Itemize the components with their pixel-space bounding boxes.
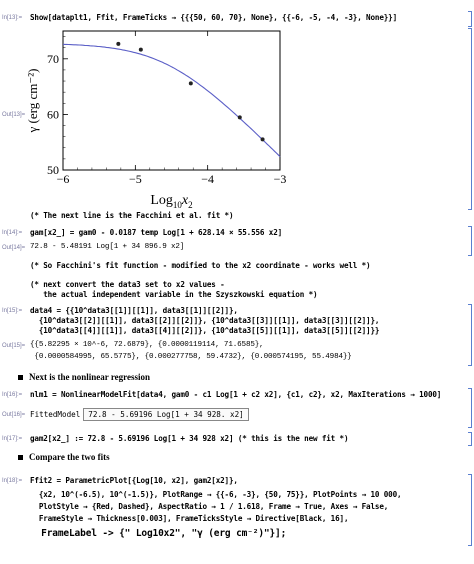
out-label: Out[14]=: [2, 245, 26, 251]
data4-definition-2[interactable]: {10^data3[[2]][[1]], data3[[2]][[2]]}, {10^data3[[3]][[1]], data3[[3]][[2]]},: [30, 316, 380, 325]
comment-facchini: (* The next line is the Facchini et al. fit *): [30, 211, 234, 220]
x-tick-label: −3: [273, 172, 287, 186]
ffit-command-5[interactable]: FrameLabel -> {" Log10x2", "γ (erg cm⁻²)"}];: [30, 528, 287, 539]
x-tick-label: −5: [128, 172, 142, 186]
fit-curve: [63, 44, 280, 156]
y-axis-label: γ (erg cm⁻²): [25, 68, 40, 133]
cell-bracket[interactable]: [468, 388, 472, 428]
y-tick-label: 60: [47, 107, 59, 122]
data4-output-2[interactable]: {0.0000584995, 65.5775}, {0.000277758, 59.4732}, {0.000574195, 55.4984}}: [30, 353, 352, 361]
data-point: [139, 48, 143, 52]
data-point: [261, 137, 265, 141]
data-point: [189, 81, 193, 85]
cell-bracket[interactable]: [468, 432, 472, 446]
section-heading[interactable]: [18, 372, 150, 382]
in-label: In[17]:=: [2, 436, 23, 442]
section-heading[interactable]: [18, 452, 110, 462]
x-tick-label: −4: [201, 172, 215, 186]
gam2-definition[interactable]: gam2[x2_] := 72.8 - 5.69196 Log[1 + 34 928 x2] (* this is the new fit *): [30, 434, 349, 443]
cell-bracket[interactable]: [468, 226, 472, 256]
in-label: In[18]:=: [2, 478, 23, 484]
bullet-icon: [18, 455, 23, 460]
cell-bracket[interactable]: [468, 304, 472, 366]
comment-works-well: (* So Facchini's fit function - modified to the x2 coordinate - works well *): [30, 261, 371, 270]
in-label: In[13]:=: [2, 15, 23, 21]
data-point: [116, 42, 120, 46]
data4-definition-3[interactable]: {10^data3[[4]][[1]], data3[[4]][[2]]}, {10^data3[[5]][[1]], data3[[5]][[2]]}}: [30, 326, 380, 335]
nlm-command[interactable]: nlm1 = NonlinearModelFit[data4, gam0 - c1 Log[1 + c2 x2], {c1, c2}, x2, MaxIterations → 1000]: [30, 390, 442, 399]
section-title: Compare the two fits: [29, 452, 110, 462]
out-label: Out[15]=: [2, 343, 26, 349]
in-label: In[16]:=: [2, 392, 23, 398]
gam-output[interactable]: 72.8 - 5.48191 Log[1 + 34 896.9 x2]: [30, 243, 185, 251]
cell-bracket[interactable]: [468, 28, 472, 210]
section-title: Next is the nonlinear regression: [29, 372, 150, 382]
in-label: In[14]:=: [2, 230, 23, 236]
ffit-command-2[interactable]: {x2, 10^(-6.5), 10^(-1.5)}, PlotRange → {{-6, -3}, {50, 75}}, PlotPoints → 10 000,: [30, 490, 402, 499]
out-label: Out[16]=: [2, 412, 26, 418]
ffit-command-3[interactable]: PlotStyle → {Red, Dashed}, AspectRatio → 1 / 1.618, Frame → True, Axes → False,: [30, 502, 389, 511]
comment-convert-2: the actual independent variable in the Szyszkowski equation *): [30, 290, 318, 299]
x-tick-label: −6: [56, 172, 70, 186]
fitted-model-box[interactable]: 72.8 - 5.69196 Log[1 + 34 928. x2]: [83, 408, 248, 421]
comment-convert: (* next convert the data3 set to x2 values -: [30, 280, 225, 289]
plot-frame: [63, 31, 280, 170]
cell-bracket[interactable]: [468, 474, 472, 546]
gam-definition[interactable]: gam[x2_] = gam0 - 0.0187 temp Log[1 + 628.14 × 55.556 x2]: [30, 228, 283, 237]
data-point: [238, 115, 242, 119]
fitted-model-label: FittedModel: [30, 410, 81, 419]
ffit-command-4[interactable]: FrameStyle → Thickness[0.003], FrameTicksStyle → Directive[Black, 16],: [30, 514, 349, 523]
fitted-model[interactable]: [30, 408, 249, 421]
in-label: In[15]:=: [2, 308, 23, 314]
plot[interactable]: [25, 27, 285, 212]
y-tick-label: 50: [47, 163, 59, 177]
show-command[interactable]: Show[dataplt1, Ffit, FrameTicks → {{{50, 60, 70}, None}, {{-6, -5, -4, -3}, None}}]: [30, 13, 398, 22]
ffit-command[interactable]: Ffit2 = ParametricPlot[{Log[10, x2], gam2[x2]},: [30, 476, 238, 485]
out-label: Out[13]=: [2, 112, 26, 118]
bullet-icon: [18, 375, 23, 380]
x-axis-label: $Log_{10}x_2$: [150, 193, 193, 210]
y-tick-label: 70: [47, 51, 59, 66]
cell-bracket[interactable]: [468, 11, 472, 27]
data4-output[interactable]: {{5.82295 × 10^-6, 72.6879}, {0.0000119114, 71.6585},: [30, 341, 264, 349]
data4-definition[interactable]: data4 = {{10^data3[[1]][[1]], data3[[1]][[2]]},: [30, 306, 238, 315]
